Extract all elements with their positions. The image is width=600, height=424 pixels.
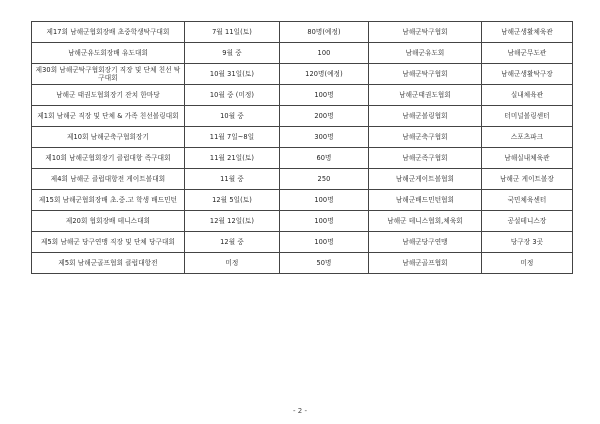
event-venue-cell: 공설테니스장: [482, 211, 573, 232]
event-venue-cell: 남해군생활탁구장: [482, 64, 573, 85]
event-participants-cell: 100: [280, 43, 369, 64]
event-participants-cell: 120명(예정): [280, 64, 369, 85]
event-participants-cell: 250: [280, 169, 369, 190]
table-row: [32, 22, 573, 43]
event-name-cell: 제1회 남해군 직장 및 단체 & 가족 친선볼링대회: [32, 106, 185, 127]
event-name-cell: 제5회 남해군골프협회 클럽대항전: [32, 253, 185, 274]
table-row: [32, 85, 573, 106]
page-number: - 2 -: [293, 407, 307, 415]
event-name-cell: 남해군 태권도협회장기 잔치 한마당: [32, 85, 185, 106]
event-organizer-cell: 남해군탁구협회: [369, 22, 482, 43]
event-organizer-cell: 남해군족구협회: [369, 148, 482, 169]
event-participants-cell: 80명(예정): [280, 22, 369, 43]
event-participants-cell: 100명: [280, 190, 369, 211]
event-name-cell: 제4회 남해군 클럽대항전 게이트볼대회: [32, 169, 185, 190]
event-date-cell: 12월 중: [185, 232, 280, 253]
event-participants-cell: 50명: [280, 253, 369, 274]
event-date-cell: 11월 중: [185, 169, 280, 190]
event-participants-cell: 60명: [280, 148, 369, 169]
event-venue-cell: 실내체육관: [482, 85, 573, 106]
event-date-cell: 9월 중: [185, 43, 280, 64]
event-date-cell: 10월 중 (미정): [185, 85, 280, 106]
event-organizer-cell: 남해군당구연맹: [369, 232, 482, 253]
event-organizer-cell: 남해군축구협회: [369, 127, 482, 148]
table-row: [32, 211, 573, 232]
event-organizer-cell: 남해군게이트볼협회: [369, 169, 482, 190]
event-name-cell: 제17회 남해군협회장배 초중학생탁구대회: [32, 22, 185, 43]
event-participants-cell: 100명: [280, 85, 369, 106]
event-organizer-cell: 남해군볼링협회: [369, 106, 482, 127]
table-row: [32, 190, 573, 211]
event-name-cell: 제10회 남해군축구협회장기: [32, 127, 185, 148]
event-venue-cell: 남해실내체육관: [482, 148, 573, 169]
event-venue-cell: 남해군무도관: [482, 43, 573, 64]
event-venue-cell: 터미널볼링센터: [482, 106, 573, 127]
event-date-cell: 11월 21일(토): [185, 148, 280, 169]
table-row: [32, 169, 573, 190]
event-date-cell: 7월 11일(토): [185, 22, 280, 43]
table-row: [32, 106, 573, 127]
event-organizer-cell: 남해군유도회: [369, 43, 482, 64]
event-venue-cell: 국민체육센터: [482, 190, 573, 211]
event-venue-cell: 남해군 게이트볼장: [482, 169, 573, 190]
events-table-body: [32, 22, 573, 274]
event-organizer-cell: 남해군태권도협회: [369, 85, 482, 106]
event-date-cell: 10월 31일(토): [185, 64, 280, 85]
event-date-cell: 11월 7일~8일: [185, 127, 280, 148]
event-name-cell: 제30회 남해군탁구협회장기 직장 및 단체 친선 탁구대회: [32, 64, 185, 85]
event-venue-cell: 당구장 3곳: [482, 232, 573, 253]
event-organizer-cell: 남해군배드민턴협회: [369, 190, 482, 211]
event-participants-cell: 100명: [280, 211, 369, 232]
table-row: [32, 43, 573, 64]
event-organizer-cell: 남해군탁구협회: [369, 64, 482, 85]
event-participants-cell: 100명: [280, 232, 369, 253]
event-date-cell: 10월 중: [185, 106, 280, 127]
table-row: [32, 64, 573, 85]
table-row: [32, 253, 573, 274]
event-participants-cell: 300명: [280, 127, 369, 148]
event-name-cell: 제5회 남해군 당구연맹 직장 및 단체 당구대회: [32, 232, 185, 253]
event-venue-cell: 미정: [482, 253, 573, 274]
event-name-cell: 제20회 협회장배 테니스대회: [32, 211, 185, 232]
event-date-cell: 12월 5일(토): [185, 190, 280, 211]
event-participants-cell: 200명: [280, 106, 369, 127]
event-organizer-cell: 남해군골프협회: [369, 253, 482, 274]
table-row: [32, 232, 573, 253]
event-name-cell: 제15회 남해군협회장배 초.중.고 학생 배드민턴: [32, 190, 185, 211]
events-table: [31, 21, 573, 274]
event-name-cell: 남해군유도회장배 유도대회: [32, 43, 185, 64]
event-venue-cell: 남해군생활체육관: [482, 22, 573, 43]
table-row: [32, 127, 573, 148]
event-venue-cell: 스포츠파크: [482, 127, 573, 148]
table-row: [32, 148, 573, 169]
event-organizer-cell: 남해군 테니스협회,체육회: [369, 211, 482, 232]
event-name-cell: 제10회 남해군협회장기 클럽대항 족구대회: [32, 148, 185, 169]
event-date-cell: 12월 12일(토): [185, 211, 280, 232]
event-date-cell: 미정: [185, 253, 280, 274]
